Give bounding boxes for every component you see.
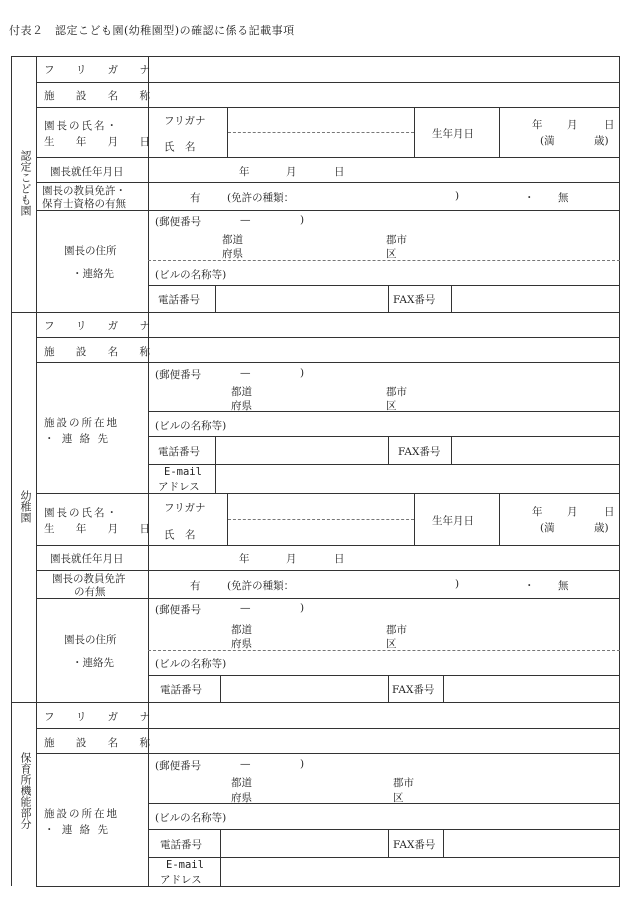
s2-email-2: アドレス (158, 481, 200, 493)
s3-location-label-1: 施設の所在地 (44, 808, 119, 820)
s3-col-line (443, 829, 444, 857)
s2-addr-postal-dash: — (240, 602, 251, 614)
s3-gunshi-2: 区 (393, 792, 404, 804)
s3-row-line (148, 803, 620, 804)
s1-tsuki: 月 (567, 119, 578, 131)
section-label-nintei: 認定こども園 (19, 150, 32, 216)
s2-dotted-line (148, 650, 620, 651)
s1-dotted-line (228, 132, 414, 133)
s1-building: (ビルの名称等) (155, 269, 227, 281)
s1-hi: 日 (604, 119, 615, 131)
s3-row-line (36, 728, 620, 729)
s3-fax: FAX番号 (393, 839, 436, 851)
s1-appointed-nen: 年 (239, 166, 250, 178)
s2-row-line (36, 337, 620, 338)
s1-col-line (227, 107, 228, 157)
document-title: 付表２ 認定こども園(幼稚園型)の確認に係る記載事項 (9, 24, 295, 37)
s3-col-line (388, 829, 389, 857)
s1-phone: 電話番号 (158, 294, 200, 306)
s1-row-line (36, 82, 620, 83)
s3-row-line (36, 753, 620, 754)
s2-addr-todofuken-2: 府県 (231, 638, 252, 650)
s1-todofuken-2: 府県 (222, 248, 243, 260)
s2-todofuken-2: 府県 (231, 400, 252, 412)
s1-nen: 年 (532, 119, 543, 131)
s2-addr-gunshi-2: 区 (386, 638, 397, 650)
s1-row-line (36, 107, 620, 108)
s2-col-line (215, 436, 216, 493)
label-col-border-3 (148, 702, 149, 886)
s2-appointed-nen: 年 (239, 553, 250, 565)
s1-director-label-1: 園長の氏名・ (44, 120, 119, 132)
s3-postal-close: ) (300, 758, 305, 770)
s3-postal: (郵便番号 (155, 760, 202, 772)
s3-location-label-2: ・ 連 絡 先 (44, 824, 111, 836)
s3-phone: 電話番号 (160, 839, 202, 851)
s1-license-dot: ・ (524, 192, 535, 204)
s2-facility-name-label: 施 設 名 称 (44, 346, 160, 358)
s2-row-line (36, 598, 620, 599)
s3-row-line (36, 886, 620, 887)
section-label-yochien: 幼稚園 (19, 490, 32, 523)
s2-email-1: E-mail (164, 466, 202, 478)
section-divider-1 (11, 312, 620, 313)
s3-row-line (148, 857, 620, 858)
s1-todofuken-1: 都道 (222, 234, 243, 246)
s2-row-line (148, 411, 620, 412)
s3-facility-name-label: 施 設 名 称 (44, 737, 160, 749)
outer-left-border (11, 56, 12, 886)
s1-facility-name-label: 施 設 名 称 (44, 90, 160, 102)
s1-license-close: ) (455, 190, 460, 202)
s3-col-line (220, 829, 221, 886)
s1-row-line (148, 285, 620, 286)
s2-gunshi-1: 郡市 (386, 386, 407, 398)
s1-row-line (36, 157, 620, 158)
section-column-border (36, 56, 37, 886)
s2-col-line (499, 493, 500, 545)
s2-man: (満 (540, 522, 555, 534)
s1-furigana-label: フ リ ガ ナ (44, 64, 160, 76)
s1-col-line (388, 285, 389, 312)
s2-building: (ビルの名称等) (155, 420, 227, 432)
section-label-hoikusho: 保育所機能部分 (19, 752, 32, 829)
s2-director-label-2: 生 年 月 日 (44, 523, 160, 535)
section-divider-2 (11, 702, 620, 703)
s1-col-line (451, 285, 452, 312)
s1-appointed-hi: 日 (334, 166, 345, 178)
label-col-border-2 (148, 312, 149, 702)
s1-sai: 歳) (594, 135, 609, 147)
s1-gunshi-1: 郡市 (386, 234, 407, 246)
s2-addr-postal: (郵便番号 (155, 604, 202, 616)
s2-row-line (148, 464, 620, 465)
s2-license-yes: 有 (190, 580, 201, 592)
s2-col-line (388, 675, 389, 702)
s2-nen: 年 (532, 506, 543, 518)
outer-top-border (11, 56, 620, 57)
s1-address-label-2: ・連絡先 (72, 268, 114, 280)
s2-col-line (227, 493, 228, 545)
s2-appointed-tsuki: 月 (286, 553, 297, 565)
s2-appointed-label: 園長就任年月日 (50, 553, 124, 565)
s2-addr-phone: 電話番号 (160, 684, 202, 696)
s2-addr-building: (ビルの名称等) (155, 658, 227, 670)
s2-hi: 日 (604, 506, 615, 518)
s2-todofuken-1: 都道 (231, 386, 252, 398)
s3-row-line (148, 829, 620, 830)
s2-director-label-1: 園長の氏名・ (44, 507, 119, 519)
s2-col-line (220, 675, 221, 702)
s2-furigana-label: フ リ ガ ナ (44, 320, 160, 332)
s2-license-dot: ・ (524, 580, 535, 592)
s2-row-line (36, 362, 620, 363)
s1-license-label-1: 園長の教員免許・ (42, 185, 126, 197)
s1-postal-dash: — (240, 214, 251, 226)
s1-fax: FAX番号 (393, 294, 436, 306)
s2-birth: 生年月日 (432, 515, 474, 527)
s2-tsuki: 月 (567, 506, 578, 518)
s2-fax: FAX番号 (398, 446, 441, 458)
s3-furigana-label: フ リ ガ ナ (44, 711, 160, 723)
s2-license-label-1: 園長の教員免許 (52, 573, 126, 585)
s1-license-yes: 有 (190, 192, 201, 204)
s2-license-label-2: の有無 (74, 586, 106, 598)
s1-birth: 生年月日 (432, 128, 474, 140)
s2-row-line (36, 545, 620, 546)
s2-col-line (414, 493, 415, 545)
s1-gunshi-2: 区 (386, 248, 397, 260)
s2-dotted-line (228, 519, 414, 520)
s2-shimei: 氏 名 (164, 529, 196, 541)
s1-director-label-2: 生 年 月 日 (44, 136, 160, 148)
s3-gunshi-1: 郡市 (393, 777, 414, 789)
s2-address-label-2: ・連絡先 (72, 657, 114, 669)
s1-appointed-tsuki: 月 (286, 166, 297, 178)
s2-furigana-sub: フリガナ (164, 502, 206, 514)
s2-license-type: (免許の種類： (227, 580, 295, 592)
s2-postal-close: ) (300, 367, 305, 379)
s2-gunshi-2: 区 (386, 400, 397, 412)
s2-col-line (443, 675, 444, 702)
s1-postal-close: ) (300, 214, 305, 226)
s2-row-line (36, 493, 620, 494)
s2-postal-dash: — (240, 367, 251, 379)
s2-sai: 歳) (594, 522, 609, 534)
s2-appointed-hi: 日 (334, 553, 345, 565)
s2-postal: (郵便番号 (155, 369, 202, 381)
s3-email-2: アドレス (160, 874, 202, 886)
s1-col-line (414, 107, 415, 157)
s1-appointed-label: 園長就任年月日 (50, 166, 124, 178)
s3-todofuken-2: 府県 (231, 792, 252, 804)
s3-email-1: E-mail (166, 859, 204, 871)
s1-dotted-line (148, 260, 620, 261)
s2-addr-todofuken-1: 都道 (231, 624, 252, 636)
s1-col-line (215, 285, 216, 312)
s1-license-label-2: 保育士資格の有無 (42, 198, 126, 210)
s3-building: (ビルの名称等) (155, 812, 227, 824)
s1-shimei: 氏 名 (164, 141, 196, 153)
s2-addr-postal-close: ) (300, 602, 305, 614)
s1-license-type: (免許の種類： (227, 192, 295, 204)
outer-right-border (619, 56, 620, 886)
s2-license-close: ) (455, 578, 460, 590)
s3-postal-dash: — (240, 758, 251, 770)
s2-row-line (148, 675, 620, 676)
s1-man: (満 (540, 135, 555, 147)
s1-postal: (郵便番号 (155, 216, 202, 228)
s2-col-line (451, 436, 452, 464)
s2-phone: 電話番号 (158, 446, 200, 458)
s1-col-line (499, 107, 500, 157)
s2-addr-gunshi-1: 郡市 (386, 624, 407, 636)
s1-license-no: 無 (558, 192, 569, 204)
s3-todofuken-1: 都道 (231, 777, 252, 789)
s2-addr-fax: FAX番号 (392, 684, 435, 696)
s2-location-label-2: ・ 連 絡 先 (44, 433, 111, 445)
s1-furigana-sub: フリガナ (164, 115, 206, 127)
s2-location-label-1: 施設の所在地 (44, 417, 119, 429)
s2-row-line (148, 436, 620, 437)
s2-col-line (388, 436, 389, 464)
s2-address-label-1: 園長の住所 (64, 634, 117, 646)
s1-address-label-1: 園長の住所 (64, 245, 117, 257)
s2-license-no: 無 (558, 580, 569, 592)
